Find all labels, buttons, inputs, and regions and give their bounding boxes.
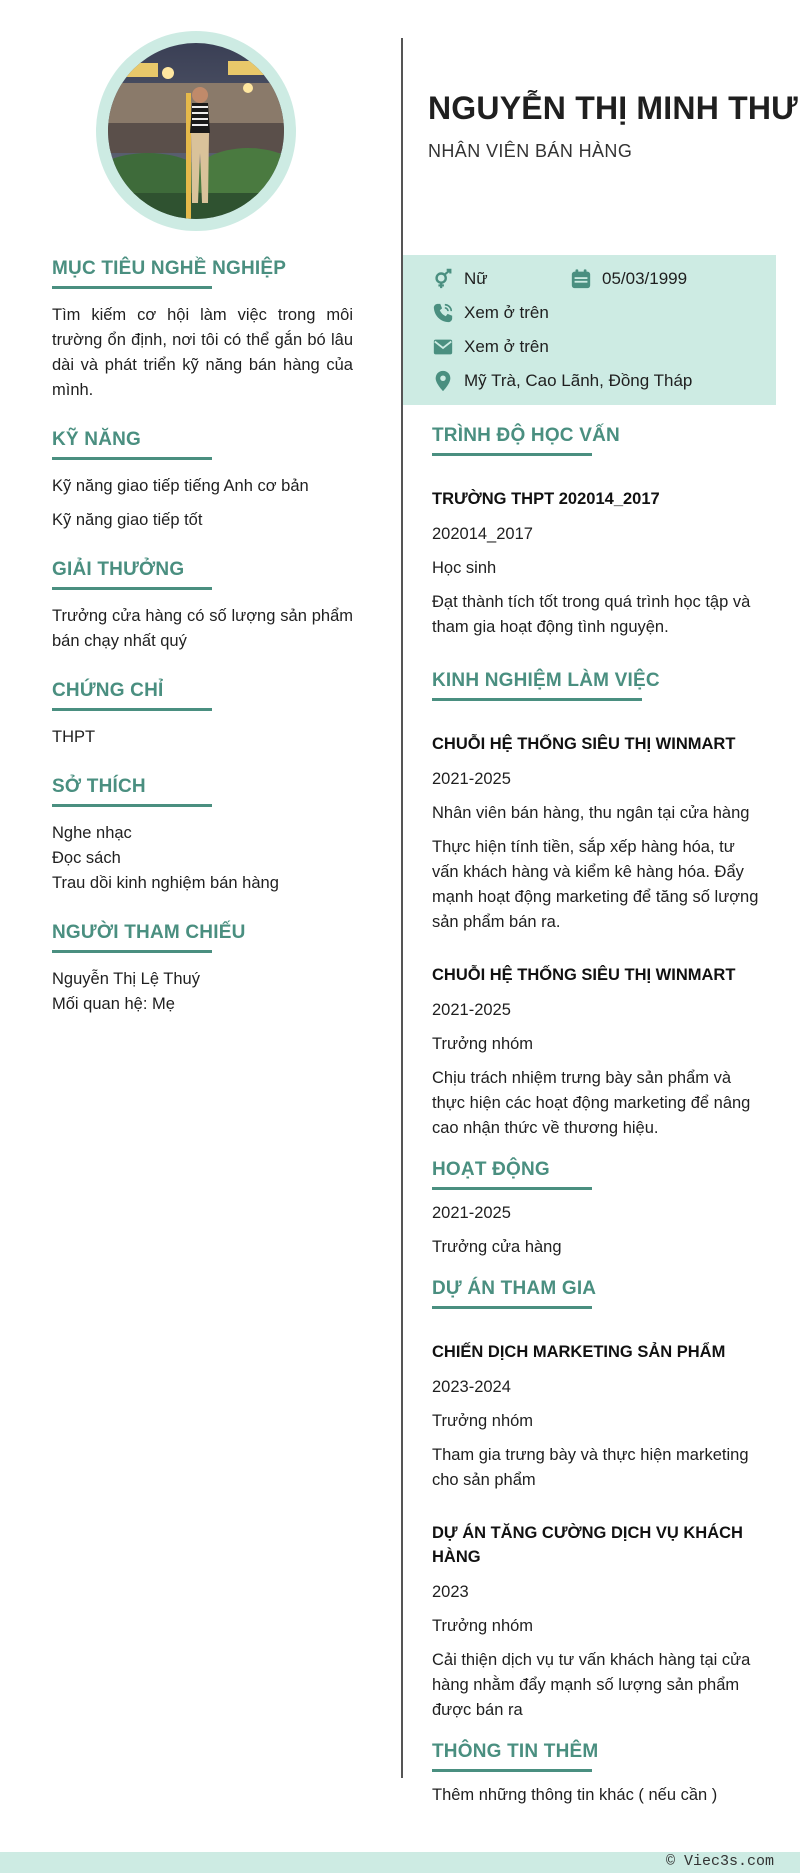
entry-description: Cải thiện dịch vụ tư vấn khách hàng tại cửa hàng nhằm đẩy mạnh số lượng sản phẩm được bán ra: [432, 1651, 751, 1719]
section-title-certificates: CHỨNG CHỈ: [52, 680, 212, 711]
references-body: [52, 967, 353, 1017]
right-column: [432, 425, 762, 1826]
entry-role: Nhân viên bán hàng, thu ngân tại cửa hàng: [432, 804, 750, 822]
calendar-icon: [570, 268, 592, 290]
experience-entry: [432, 732, 762, 935]
section-title-hobbies: SỞ THÍCH: [52, 776, 212, 807]
section-title-extra: THÔNG TIN THÊM: [432, 1741, 592, 1772]
avatar: [108, 43, 284, 219]
section-title-skills: KỸ NĂNG: [52, 429, 212, 460]
entry-time: 2023-2024: [432, 1378, 511, 1396]
email-value: Xem ở trên: [464, 337, 549, 356]
awards-text: Trưởng cửa hàng có số lượng sản phẩm bán chạy nhất quý: [52, 607, 353, 650]
activity-time: 2021-2025: [432, 1204, 511, 1222]
skill-item: Kỹ năng giao tiếp tốt: [52, 511, 203, 529]
hobby-item: Đọc sách: [52, 849, 121, 867]
entry-time: 202014_2017: [432, 525, 533, 543]
experience-entry: [432, 963, 762, 1141]
entry-organization: CHIẾN DỊCH MARKETING SẢN PHẨM: [432, 1343, 726, 1361]
hobby-item: Nghe nhạc: [52, 824, 132, 842]
reference-relation: Mối quan hệ: Mẹ: [52, 995, 175, 1013]
objective-section: [52, 258, 353, 403]
entry-organization: DỰ ÁN TĂNG CƯỜNG DỊCH VỤ KHÁCH HÀNG: [432, 1524, 743, 1566]
entry-organization: CHUỖI HỆ THỐNG SIÊU THỊ WINMART: [432, 966, 736, 984]
avatar-frame: [96, 31, 296, 231]
experience-section: [432, 670, 762, 1141]
awards-section: [52, 559, 353, 654]
phone-icon: [432, 302, 454, 324]
contact-info-band: [403, 255, 776, 405]
gender-row: [432, 268, 488, 290]
section-title-references: NGƯỜI THAM CHIẾU: [52, 922, 212, 953]
objective-text: Tìm kiếm cơ hội làm việc trong môi trường ổn định, nơi tôi có thể gắn bó lâu dài và phát triển kỹ năng bán hàng của mình.: [52, 306, 353, 399]
activity-role: Trưởng cửa hàng: [432, 1238, 562, 1256]
education-section: [432, 425, 762, 640]
section-title-education: TRÌNH ĐỘ HỌC VẤN: [432, 425, 592, 456]
activities-section: [432, 1159, 762, 1260]
entry-organization: TRƯỜNG THPT 202014_2017: [432, 490, 660, 508]
gender-icon: [432, 268, 454, 290]
section-title-projects: DỰ ÁN THAM GIA: [432, 1278, 592, 1309]
entry-time: 2021-2025: [432, 770, 511, 788]
entry-time: 2021-2025: [432, 1001, 511, 1019]
project-entry: [432, 1521, 762, 1723]
address-row: [432, 370, 692, 392]
candidate-position: NHÂN VIÊN BÁN HÀNG: [428, 141, 633, 161]
section-title-activities: HOẠT ĐỘNG: [432, 1159, 592, 1190]
references-section: [52, 922, 353, 1017]
entry-role: Trưởng nhóm: [432, 1412, 534, 1430]
location-pin-icon: [432, 370, 454, 392]
avatar-photo: [108, 43, 284, 219]
education-entry: [432, 487, 762, 640]
hobbies-list: [52, 821, 353, 896]
section-title-objective: MỤC TIÊU NGHỀ NGHIỆP: [52, 258, 212, 289]
entry-role: Trưởng nhóm: [432, 1617, 534, 1635]
project-entry: [432, 1340, 762, 1493]
entry-description: Tham gia trưng bày và thực hiện marketing cho sản phẩm: [432, 1446, 749, 1489]
section-title-experience: KINH NGHIỆM LÀM VIỆC: [432, 670, 642, 701]
entry-role: Học sinh: [432, 559, 497, 577]
phone-value: Xem ở trên: [464, 303, 549, 322]
projects-section: [432, 1278, 762, 1723]
entry-description: Thực hiện tính tiền, sắp xếp hàng hóa, tư vấn khách hàng và kiểm kê hàng hóa. Đẩy mạnh hoạt động marketing để tăng số lượng sản phẩm bán ra.: [432, 838, 759, 931]
entry-role: Trưởng nhóm: [432, 1035, 534, 1053]
dob-value: 05/03/1999: [602, 269, 688, 288]
entry-description: Chịu trách nhiệm trưng bày sản phẩm và thực hiện các hoạt động marketing để nâng cao nhận thức về thương hiệu.: [432, 1069, 751, 1137]
hobby-item: Trau dồi kinh nghiệm bán hàng: [52, 874, 279, 892]
skills-section: [52, 429, 353, 533]
watermark: © Viec3s.com: [665, 1853, 774, 1870]
entry-description: Đạt thành tích tốt trong quá trình học tập và tham gia hoạt động tình nguyện.: [432, 593, 751, 636]
entry-organization: CHUỖI HỆ THỐNG SIÊU THỊ WINMART: [432, 735, 736, 753]
phone-row: [432, 302, 549, 324]
email-row: [432, 336, 549, 358]
email-icon: [432, 336, 454, 358]
hobbies-section: [52, 776, 353, 896]
entry-time: 2023: [432, 1583, 469, 1601]
candidate-name: NGUYỄN THỊ MINH THƯ: [428, 90, 798, 126]
certificates-text: THPT: [52, 728, 96, 746]
certificates-section: [52, 680, 353, 750]
left-column: [52, 258, 353, 1043]
footer-band: [0, 1852, 800, 1873]
address-value: Mỹ Trà, Cao Lãnh, Đồng Tháp: [464, 371, 693, 390]
extra-info-section: [432, 1741, 762, 1808]
skills-list: [52, 474, 353, 533]
dob-row: [570, 268, 687, 290]
extra-info-text: Thêm những thông tin khác ( nếu cần ): [432, 1786, 718, 1804]
gender-value: Nữ: [464, 269, 488, 288]
reference-name: Nguyễn Thị Lệ Thuý: [52, 970, 200, 988]
section-title-awards: GIẢI THƯỞNG: [52, 559, 212, 590]
skill-item: Kỹ năng giao tiếp tiếng Anh cơ bản: [52, 477, 309, 495]
